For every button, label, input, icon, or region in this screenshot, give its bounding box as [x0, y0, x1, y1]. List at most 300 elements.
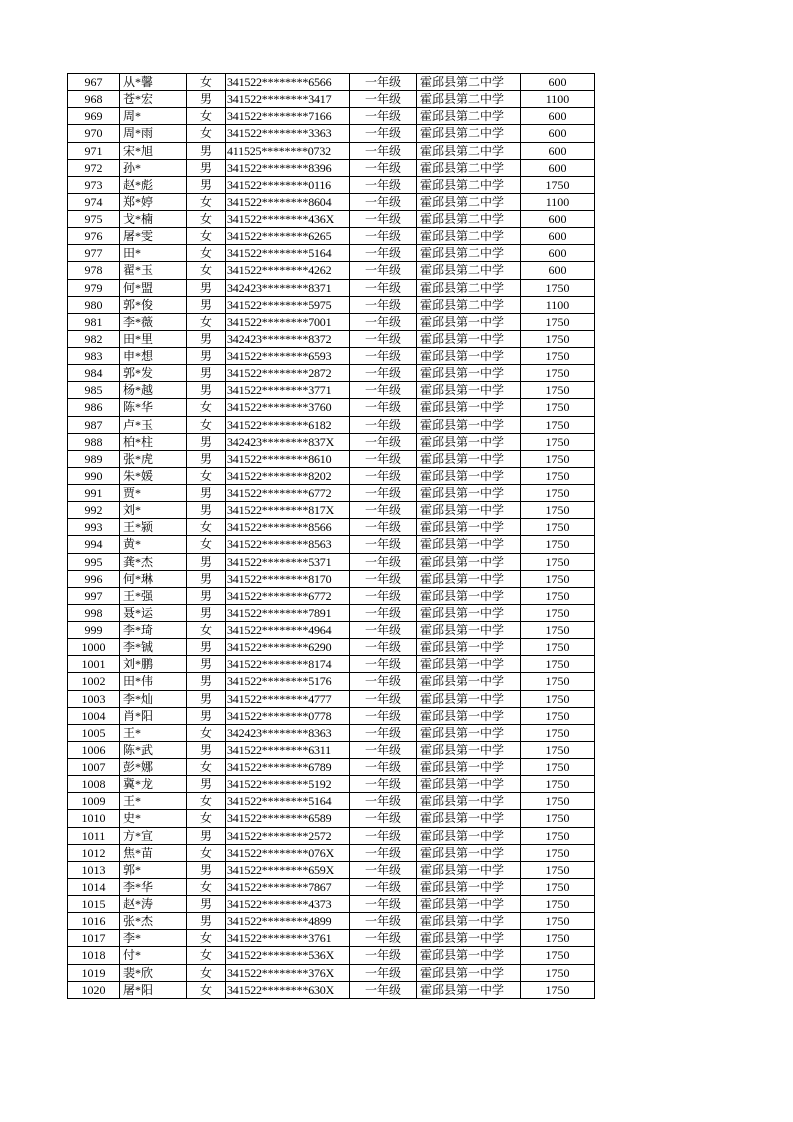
row-number-cell: 1016 [68, 913, 120, 930]
table-row [68, 759, 595, 776]
grade-cell: 一年级 [350, 365, 417, 382]
grade-cell: 一年级 [350, 536, 417, 553]
grade-cell: 一年级 [350, 108, 417, 125]
amount-cell: 1750 [521, 604, 595, 621]
amount-cell: 600 [521, 125, 595, 142]
gender-cell: 女 [187, 211, 226, 228]
table-row [68, 211, 595, 228]
student-name-cell: 赵*涛 [120, 896, 187, 913]
amount-cell: 1750 [521, 382, 595, 399]
student-name-cell: 苍*宏 [120, 91, 187, 108]
gender-cell: 男 [187, 741, 226, 758]
school-cell: 霍邱县第一中学 [417, 348, 521, 365]
grade-cell: 一年级 [350, 724, 417, 741]
student-name-cell: 陈*华 [120, 399, 187, 416]
row-number-cell: 1018 [68, 947, 120, 964]
table-row [68, 348, 595, 365]
student-name-cell: 彭*娜 [120, 759, 187, 776]
row-number-cell: 1019 [68, 964, 120, 981]
grade-cell: 一年级 [350, 467, 417, 484]
amount-cell: 1750 [521, 827, 595, 844]
table-row [68, 793, 595, 810]
id-number-cell: 342423********837X [226, 433, 350, 450]
row-number-cell: 969 [68, 108, 120, 125]
school-cell: 霍邱县第二中学 [417, 228, 521, 245]
id-number-cell: 341522********6182 [226, 416, 350, 433]
school-cell: 霍邱县第一中学 [417, 570, 521, 587]
school-cell: 霍邱县第一中学 [417, 467, 521, 484]
grade-cell: 一年级 [350, 502, 417, 519]
school-cell: 霍邱县第二中学 [417, 296, 521, 313]
amount-cell: 600 [521, 108, 595, 125]
row-number-cell: 973 [68, 176, 120, 193]
amount-cell: 1750 [521, 741, 595, 758]
gender-cell: 女 [187, 930, 226, 947]
amount-cell: 1750 [521, 690, 595, 707]
table-row [68, 296, 595, 313]
id-number-cell: 341522********7891 [226, 604, 350, 621]
student-name-cell: 王* [120, 724, 187, 741]
school-cell: 霍邱县第一中学 [417, 741, 521, 758]
school-cell: 霍邱县第二中学 [417, 211, 521, 228]
grade-cell: 一年级 [350, 125, 417, 142]
gender-cell: 女 [187, 622, 226, 639]
id-number-cell: 341522********2872 [226, 365, 350, 382]
gender-cell: 女 [187, 108, 226, 125]
gender-cell: 男 [187, 279, 226, 296]
gender-cell: 男 [187, 176, 226, 193]
gender-cell: 女 [187, 313, 226, 330]
school-cell: 霍邱县第一中学 [417, 587, 521, 604]
amount-cell: 1750 [521, 176, 595, 193]
row-number-cell: 984 [68, 365, 120, 382]
id-number-cell: 341522********5192 [226, 776, 350, 793]
amount-cell: 1750 [521, 707, 595, 724]
gender-cell: 男 [187, 604, 226, 621]
amount-cell: 1750 [521, 399, 595, 416]
amount-cell: 1750 [521, 913, 595, 930]
student-name-cell: 刘* [120, 502, 187, 519]
student-subsidy-table [67, 73, 595, 999]
table-row [68, 724, 595, 741]
gender-cell: 男 [187, 827, 226, 844]
row-number-cell: 972 [68, 159, 120, 176]
student-name-cell: 屠*雯 [120, 228, 187, 245]
id-number-cell: 341522********8202 [226, 467, 350, 484]
grade-cell: 一年级 [350, 313, 417, 330]
gender-cell: 女 [187, 193, 226, 210]
school-cell: 霍邱县第一中学 [417, 382, 521, 399]
gender-cell: 女 [187, 793, 226, 810]
id-number-cell: 341522********8566 [226, 519, 350, 536]
table-row [68, 485, 595, 502]
student-name-cell: 黄* [120, 536, 187, 553]
table-row [68, 553, 595, 570]
grade-cell: 一年级 [350, 450, 417, 467]
id-number-cell: 341522********5164 [226, 793, 350, 810]
school-cell: 霍邱县第一中学 [417, 707, 521, 724]
table-row [68, 690, 595, 707]
row-number-cell: 1005 [68, 724, 120, 741]
id-number-cell: 341522********4373 [226, 896, 350, 913]
student-name-cell: 张*杰 [120, 913, 187, 930]
id-number-cell: 341522********076X [226, 844, 350, 861]
grade-cell: 一年级 [350, 793, 417, 810]
row-number-cell: 1015 [68, 896, 120, 913]
gender-cell: 女 [187, 416, 226, 433]
row-number-cell: 975 [68, 211, 120, 228]
table-row [68, 416, 595, 433]
table-row [68, 622, 595, 639]
gender-cell: 女 [187, 981, 226, 998]
amount-cell: 1750 [521, 502, 595, 519]
school-cell: 霍邱县第二中学 [417, 74, 521, 91]
school-cell: 霍邱县第一中学 [417, 519, 521, 536]
table-row [68, 861, 595, 878]
grade-cell: 一年级 [350, 587, 417, 604]
student-name-cell: 申*想 [120, 348, 187, 365]
id-number-cell: 341522********536X [226, 947, 350, 964]
id-number-cell: 341522********6311 [226, 741, 350, 758]
table-row [68, 570, 595, 587]
school-cell: 霍邱县第一中学 [417, 913, 521, 930]
school-cell: 霍邱县第一中学 [417, 981, 521, 998]
gender-cell: 男 [187, 913, 226, 930]
table-row [68, 279, 595, 296]
amount-cell: 1750 [521, 896, 595, 913]
school-cell: 霍邱县第二中学 [417, 279, 521, 296]
id-number-cell: 341522********8396 [226, 159, 350, 176]
table-row [68, 176, 595, 193]
grade-cell: 一年级 [350, 878, 417, 895]
id-number-cell: 341522********6290 [226, 639, 350, 656]
table-row [68, 587, 595, 604]
table-row [68, 245, 595, 262]
gender-cell: 男 [187, 656, 226, 673]
table-row [68, 896, 595, 913]
school-cell: 霍邱县第一中学 [417, 536, 521, 553]
table-row [68, 262, 595, 279]
amount-cell: 1750 [521, 450, 595, 467]
school-cell: 霍邱县第一中学 [417, 878, 521, 895]
gender-cell: 男 [187, 142, 226, 159]
table-row [68, 878, 595, 895]
table-body [68, 74, 595, 999]
grade-cell: 一年级 [350, 159, 417, 176]
amount-cell: 1750 [521, 433, 595, 450]
grade-cell: 一年级 [350, 964, 417, 981]
amount-cell: 600 [521, 74, 595, 91]
student-name-cell: 朱*媛 [120, 467, 187, 484]
grade-cell: 一年级 [350, 330, 417, 347]
gender-cell: 男 [187, 861, 226, 878]
gender-cell: 男 [187, 896, 226, 913]
gender-cell: 女 [187, 519, 226, 536]
id-number-cell: 341522********817X [226, 502, 350, 519]
amount-cell: 1750 [521, 844, 595, 861]
school-cell: 霍邱县第一中学 [417, 553, 521, 570]
gender-cell: 男 [187, 91, 226, 108]
student-name-cell: 肖*阳 [120, 707, 187, 724]
table-row [68, 467, 595, 484]
id-number-cell: 341522********6789 [226, 759, 350, 776]
id-number-cell: 341522********3771 [226, 382, 350, 399]
grade-cell: 一年级 [350, 553, 417, 570]
student-name-cell: 张*虎 [120, 450, 187, 467]
id-number-cell: 341522********8604 [226, 193, 350, 210]
student-name-cell: 赵*彪 [120, 176, 187, 193]
student-name-cell: 宋*旭 [120, 142, 187, 159]
grade-cell: 一年级 [350, 639, 417, 656]
school-cell: 霍邱县第一中学 [417, 793, 521, 810]
id-number-cell: 341522********7867 [226, 878, 350, 895]
gender-cell: 男 [187, 639, 226, 656]
row-number-cell: 1013 [68, 861, 120, 878]
school-cell: 霍邱县第一中学 [417, 947, 521, 964]
amount-cell: 1750 [521, 673, 595, 690]
gender-cell: 女 [187, 759, 226, 776]
gender-cell: 女 [187, 125, 226, 142]
id-number-cell: 341522********0116 [226, 176, 350, 193]
table-row [68, 913, 595, 930]
row-number-cell: 989 [68, 450, 120, 467]
table-row [68, 399, 595, 416]
gender-cell: 男 [187, 433, 226, 450]
school-cell: 霍邱县第一中学 [417, 330, 521, 347]
table-row [68, 502, 595, 519]
row-number-cell: 992 [68, 502, 120, 519]
gender-cell: 男 [187, 485, 226, 502]
row-number-cell: 999 [68, 622, 120, 639]
row-number-cell: 986 [68, 399, 120, 416]
id-number-cell: 342423********8371 [226, 279, 350, 296]
gender-cell: 男 [187, 365, 226, 382]
table-row [68, 365, 595, 382]
row-number-cell: 990 [68, 467, 120, 484]
id-number-cell: 341522********5164 [226, 245, 350, 262]
school-cell: 霍邱县第一中学 [417, 724, 521, 741]
student-name-cell: 何*琳 [120, 570, 187, 587]
amount-cell: 1100 [521, 91, 595, 108]
row-number-cell: 980 [68, 296, 120, 313]
grade-cell: 一年级 [350, 690, 417, 707]
id-number-cell: 342423********8363 [226, 724, 350, 741]
gender-cell: 男 [187, 776, 226, 793]
amount-cell: 1750 [521, 776, 595, 793]
grade-cell: 一年级 [350, 519, 417, 536]
grade-cell: 一年级 [350, 433, 417, 450]
school-cell: 霍邱县第二中学 [417, 245, 521, 262]
id-number-cell: 341522********3760 [226, 399, 350, 416]
student-name-cell: 陈*武 [120, 741, 187, 758]
school-cell: 霍邱县第一中学 [417, 622, 521, 639]
gender-cell: 男 [187, 673, 226, 690]
row-number-cell: 1001 [68, 656, 120, 673]
amount-cell: 1750 [521, 622, 595, 639]
gender-cell: 女 [187, 399, 226, 416]
id-number-cell: 341522********5371 [226, 553, 350, 570]
student-name-cell: 卢*玉 [120, 416, 187, 433]
amount-cell: 1750 [521, 416, 595, 433]
id-number-cell: 341522********6589 [226, 810, 350, 827]
row-number-cell: 1017 [68, 930, 120, 947]
row-number-cell: 985 [68, 382, 120, 399]
id-number-cell: 341522********6265 [226, 228, 350, 245]
table-row [68, 125, 595, 142]
id-number-cell: 341522********4777 [226, 690, 350, 707]
table-row [68, 673, 595, 690]
table-row [68, 964, 595, 981]
row-number-cell: 993 [68, 519, 120, 536]
table-row [68, 519, 595, 536]
grade-cell: 一年级 [350, 827, 417, 844]
row-number-cell: 997 [68, 587, 120, 604]
student-name-cell: 周*雨 [120, 125, 187, 142]
table-row [68, 844, 595, 861]
amount-cell: 1750 [521, 759, 595, 776]
id-number-cell: 341522********0778 [226, 707, 350, 724]
grade-cell: 一年级 [350, 810, 417, 827]
table-row [68, 142, 595, 159]
school-cell: 霍邱县第一中学 [417, 810, 521, 827]
grade-cell: 一年级 [350, 485, 417, 502]
grade-cell: 一年级 [350, 913, 417, 930]
id-number-cell: 342423********8372 [226, 330, 350, 347]
grade-cell: 一年级 [350, 930, 417, 947]
id-number-cell: 341522********3761 [226, 930, 350, 947]
id-number-cell: 341522********8174 [226, 656, 350, 673]
gender-cell: 女 [187, 74, 226, 91]
school-cell: 霍邱县第二中学 [417, 193, 521, 210]
table-row [68, 639, 595, 656]
table-row [68, 776, 595, 793]
gender-cell: 女 [187, 724, 226, 741]
student-name-cell: 史* [120, 810, 187, 827]
gender-cell: 男 [187, 348, 226, 365]
amount-cell: 1750 [521, 467, 595, 484]
amount-cell: 1750 [521, 365, 595, 382]
student-name-cell: 郭* [120, 861, 187, 878]
student-name-cell: 李*薇 [120, 313, 187, 330]
amount-cell: 1750 [521, 656, 595, 673]
id-number-cell: 341522********8170 [226, 570, 350, 587]
id-number-cell: 341522********659X [226, 861, 350, 878]
row-number-cell: 1000 [68, 639, 120, 656]
id-number-cell: 341522********6772 [226, 587, 350, 604]
table-row [68, 108, 595, 125]
student-name-cell: 孙* [120, 159, 187, 176]
amount-cell: 1100 [521, 296, 595, 313]
row-number-cell: 982 [68, 330, 120, 347]
school-cell: 霍邱县第二中学 [417, 108, 521, 125]
table-row [68, 981, 595, 998]
row-number-cell: 988 [68, 433, 120, 450]
row-number-cell: 970 [68, 125, 120, 142]
row-number-cell: 981 [68, 313, 120, 330]
school-cell: 霍邱县第一中学 [417, 656, 521, 673]
gender-cell: 男 [187, 330, 226, 347]
amount-cell: 1750 [521, 878, 595, 895]
student-name-cell: 裴*欣 [120, 964, 187, 981]
amount-cell: 1750 [521, 639, 595, 656]
student-name-cell: 杨*越 [120, 382, 187, 399]
grade-cell: 一年级 [350, 861, 417, 878]
table-row [68, 604, 595, 621]
row-number-cell: 968 [68, 91, 120, 108]
gender-cell: 女 [187, 245, 226, 262]
id-number-cell: 341522********436X [226, 211, 350, 228]
grade-cell: 一年级 [350, 279, 417, 296]
grade-cell: 一年级 [350, 896, 417, 913]
row-number-cell: 1006 [68, 741, 120, 758]
table-row [68, 947, 595, 964]
student-name-cell: 李* [120, 930, 187, 947]
grade-cell: 一年级 [350, 570, 417, 587]
id-number-cell: 341522********630X [226, 981, 350, 998]
gender-cell: 男 [187, 553, 226, 570]
student-name-cell: 田*伟 [120, 673, 187, 690]
row-number-cell: 995 [68, 553, 120, 570]
row-number-cell: 971 [68, 142, 120, 159]
gender-cell: 男 [187, 296, 226, 313]
student-name-cell: 方*宣 [120, 827, 187, 844]
gender-cell: 女 [187, 467, 226, 484]
gender-cell: 男 [187, 382, 226, 399]
row-number-cell: 996 [68, 570, 120, 587]
amount-cell: 600 [521, 142, 595, 159]
school-cell: 霍邱县第一中学 [417, 399, 521, 416]
amount-cell: 1750 [521, 930, 595, 947]
school-cell: 霍邱县第一中学 [417, 416, 521, 433]
amount-cell: 1750 [521, 485, 595, 502]
school-cell: 霍邱县第一中学 [417, 759, 521, 776]
student-name-cell: 周* [120, 108, 187, 125]
student-name-cell: 戈*楠 [120, 211, 187, 228]
grade-cell: 一年级 [350, 399, 417, 416]
school-cell: 霍邱县第一中学 [417, 673, 521, 690]
table-row [68, 741, 595, 758]
row-number-cell: 1020 [68, 981, 120, 998]
table-row [68, 656, 595, 673]
amount-cell: 600 [521, 245, 595, 262]
id-number-cell: 341522********8610 [226, 450, 350, 467]
school-cell: 霍邱县第一中学 [417, 964, 521, 981]
table-row [68, 450, 595, 467]
amount-cell: 1750 [521, 313, 595, 330]
student-name-cell: 郭*俊 [120, 296, 187, 313]
row-number-cell: 998 [68, 604, 120, 621]
student-name-cell: 从*馨 [120, 74, 187, 91]
amount-cell: 1750 [521, 810, 595, 827]
row-number-cell: 1003 [68, 690, 120, 707]
table-row [68, 536, 595, 553]
row-number-cell: 983 [68, 348, 120, 365]
id-number-cell: 341522********376X [226, 964, 350, 981]
row-number-cell: 1009 [68, 793, 120, 810]
school-cell: 霍邱县第二中学 [417, 125, 521, 142]
gender-cell: 女 [187, 878, 226, 895]
id-number-cell: 341522********2572 [226, 827, 350, 844]
school-cell: 霍邱县第一中学 [417, 502, 521, 519]
gender-cell: 男 [187, 707, 226, 724]
table-row [68, 707, 595, 724]
grade-cell: 一年级 [350, 741, 417, 758]
id-number-cell: 341522********5176 [226, 673, 350, 690]
table-row [68, 930, 595, 947]
gender-cell: 男 [187, 587, 226, 604]
amount-cell: 1750 [521, 861, 595, 878]
table-row [68, 313, 595, 330]
